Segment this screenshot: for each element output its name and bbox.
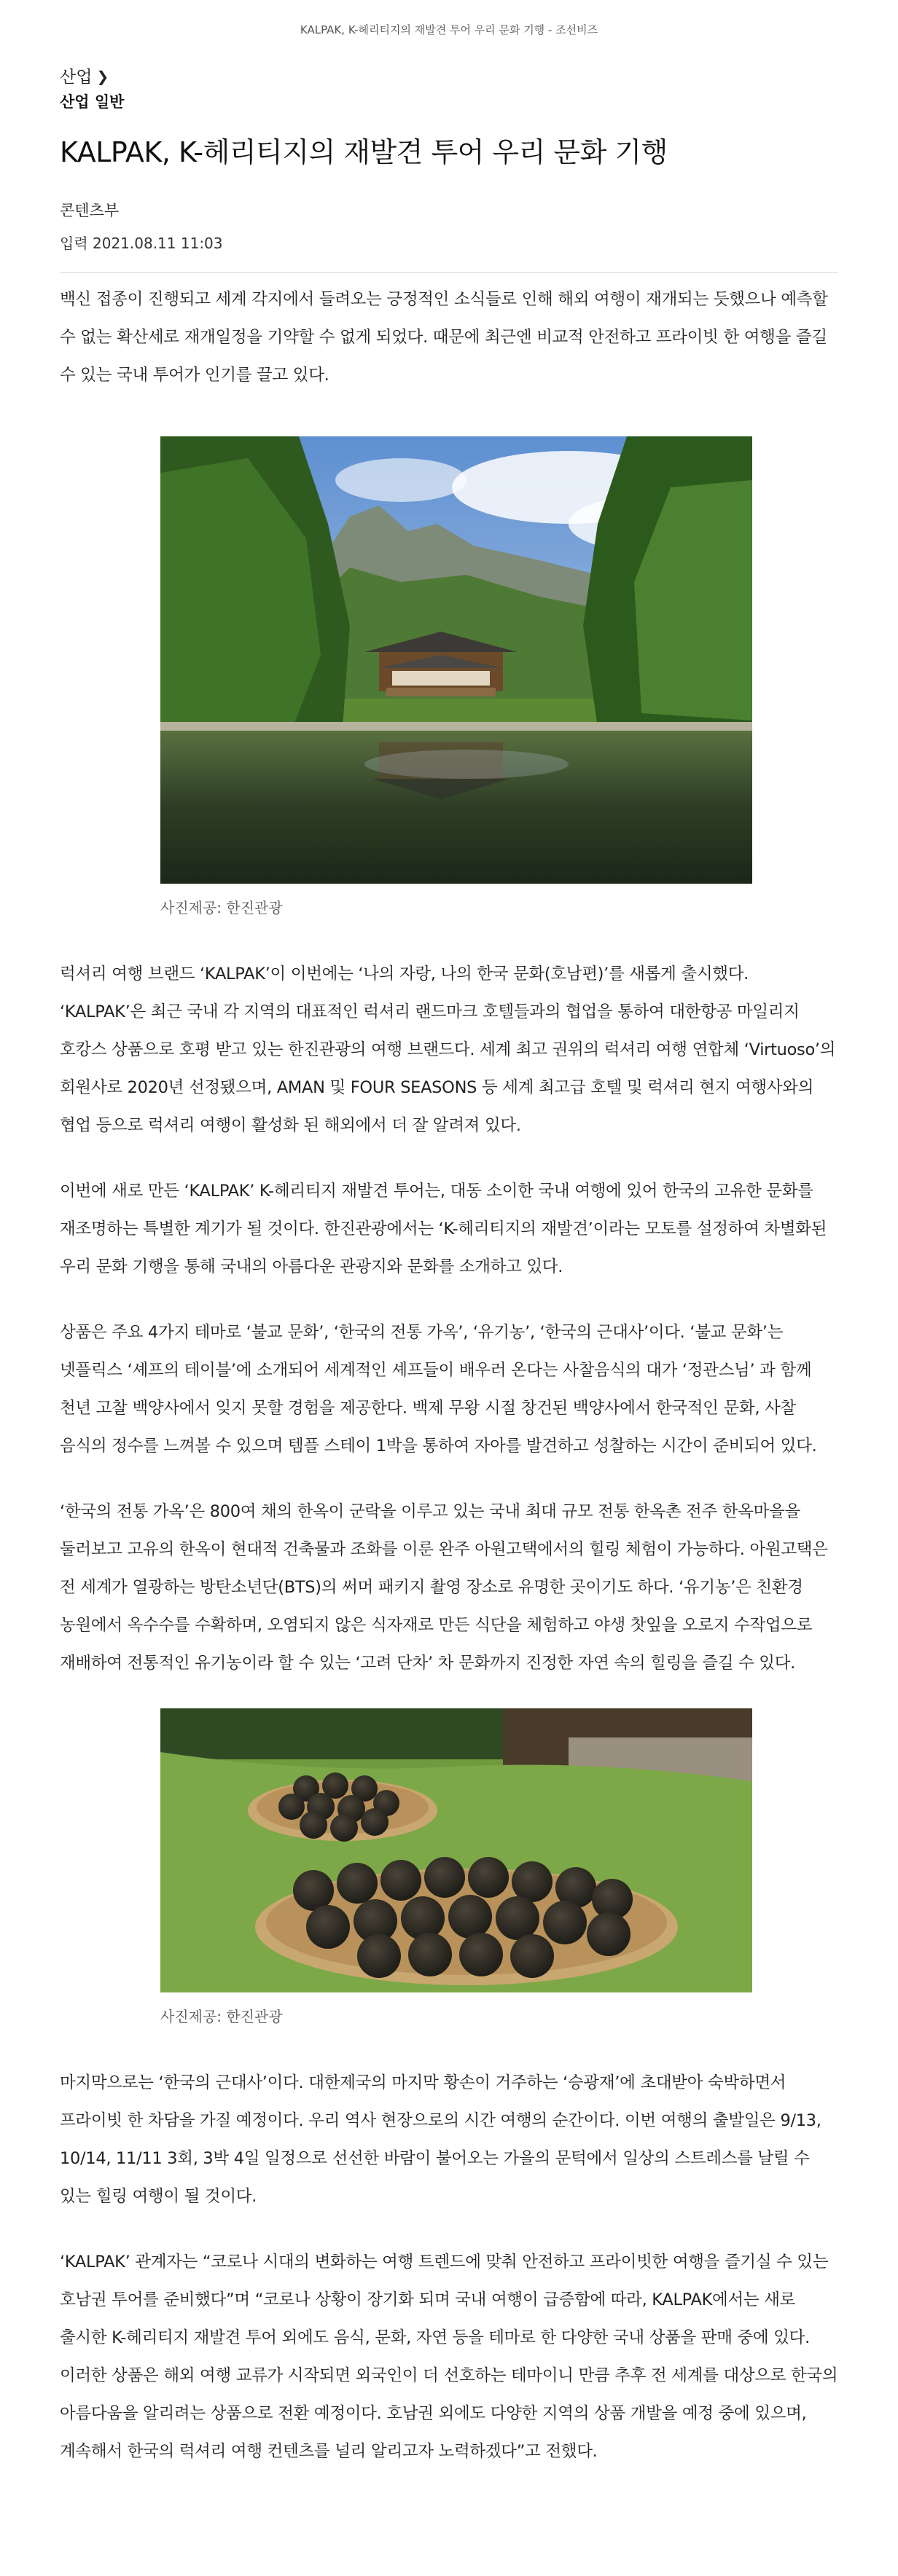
- breadcrumb[interactable]: [60, 66, 838, 89]
- paragraph: 마지막으로는 ‘한국의 근대사’이다. 대한제국의 마지막 황손이 거주하는 ‘승광재’에 초대받아 숙박하면서 프라이빗 한 차담을 가질 예정이다. 우리 역사 현장으로의 시간 여행의 순간이다. 이번 여행의 출발일은 9/13, 10/14, 11/11 3회, 3박 4일 일정으로 선선한 바람이 불어오는 가을의 문턱에서 일상의 스트레스를 날릴 수 있는 힐링 여행이 될 것이다.: [60, 2073, 821, 2206]
- subcategory[interactable]: 산업 일반: [60, 93, 125, 111]
- paragraph: 럭셔리 여행 브랜드 ‘KALPAK’이 이번에는 ‘나의 자랑, 나의 한국 문화(호남편)’를 새롭게 출시했다. ‘KALPAK’은 최근 국내 각 지역의 대표적인 럭셔리 랜드마크 호텔들과의 협업을 통하여 대한항공 마일리지 호캉스 상품으로 호평 받고 있는 한진관광의 여행 브랜드다. 세계 최고 권위의 럭셔리 여행 연합체 ‘Virtuoso’의 회원사로 2020년 선정됐으며, AMAN 및 FOUR SEASONS 등 세계 최고급 호텔 및 럭셔리 현지 여행사와의 협업 등으로 럭셔리 여행이 활성화 된 해외에서 더 잘 알려져 있다.: [60, 965, 836, 1135]
- category-link[interactable]: 산업: [60, 68, 93, 87]
- tea-drying-photo: [160, 1708, 752, 1992]
- temple-pond-photo: [160, 436, 752, 884]
- figure-tea: [60, 1708, 838, 2027]
- article: [60, 66, 838, 2470]
- paragraph: ‘한국의 전통 가옥’은 800여 채의 한옥이 군락을 이루고 있는 국내 최대 규모 전통 한옥촌 전주 한옥마을을 둘러보고 고유의 한옥이 현대적 건축물과 조화를 이룬 완주 아원고택에서의 힐링 체험이 가능하다. 아원고택은 전 세계가 열광하는 방탄소년단(BTS)의 써머 패키지 촬영 장소로 유명한 곳이기도 하다. ‘유기농’은 친환경 농원에서 옥수수를 수확하며, 오염되지 않은 식자재로 만든 식단을 체험하고 야생 찻잎을 오로지 수작업으로 재배하여 전통적인 유기농이라 할 수 있는 ‘고려 단차’ 차 문화까지 진정한 자연 속의 힐링을 즐길 수 있다.: [60, 1502, 828, 1673]
- paragraph: 상품은 주요 4가지 테마로 ‘불교 문화’, ‘한국의 전통 가옥’, ‘유기농’, ‘한국의 근대사’이다. ‘불교 문화’는 넷플릭스 ‘셰프의 테이블’에 소개되어 세계적인 셰프들이 배우러 온다는 사찰음식의 대가 ‘정관스님’ 과 함께 천년 고찰 백양사에서 잊지 못할 경험을 제공한다. 백제 무왕 시절 창건된 백양사에서 한국적인 문화, 사찰 음식의 정수를 느껴볼 수 있으며 템플 스테이 1박을 통하여 자아를 발견하고 성찰하는 시간이 준비되어 있다.: [60, 1323, 817, 1456]
- article-title: KALPAK, K-헤리티지의 재발견 투어 우리 문화 기행: [60, 136, 668, 168]
- paragraph: 백신 접종이 진행되고 세계 각지에서 들려오는 긍정적인 소식들로 인해 해외 여행이 재개되는 듯했으나 예측할 수 없는 확산세로 재개일정을 기약할 수 없게 되었다. 때문에 최근엔 비교적 안전하고 프라이빗 한 여행을 즐길 수 있는 국내 투어가 인기를 끌고 있다.: [60, 290, 828, 385]
- figure-caption: 사진제공: 한진관광: [160, 2008, 283, 2025]
- paragraph: ‘KALPAK’ 관계자는 “코로나 시대의 변화하는 여행 트렌드에 맞춰 안전하고 프라이빗한 여행을 즐기실 수 있는 호남권 투어를 준비했다”며 “코로나 상황이 장기화 되며 국내 여행이 급증함에 따라, KALPAK에서는 새로 출시한 K-헤리티지 재발견 투어 외에도 음식, 문화, 자연 등을 테마로 한 다양한 국내 상품을 판매 중에 있다. 이러한 상품은 해외 여행 교류가 시작되면 외국인이 더 선호하는 테마이니 만큼 추후 전 세계를 대상으로 한국의 아름다움을 알리려는 상품으로 전환 예정이다. 호남권 외에도 다양한 지역의 상품 개발을 예정 중에 있으며, 계속해서 한국의 럭셔리 여행 컨텐츠를 널리 알리고자 노력하겠다”고 전했다.: [60, 2253, 838, 2461]
- publish-date: 입력 2021.08.11 11:03: [60, 235, 223, 252]
- paragraph: 이번에 새로 만든 ‘KALPAK’ K-헤리티지 재발견 투어는, 대동 소이한 국내 여행에 있어 한국의 고유한 문화를 재조명하는 특별한 계기가 될 것이다. 한진관광에서는 ‘K-헤리티지의 재발견’이라는 모토를 설정하여 차별화된 우리 문화 기행을 통해 국내의 아름다운 관광지와 문화를 소개하고 있다.: [60, 1182, 827, 1276]
- figure-caption: 사진제공: 한진관광: [160, 899, 283, 916]
- figure-temple: [60, 436, 838, 919]
- author[interactable]: 콘텐츠부: [60, 202, 120, 219]
- divider: [60, 272, 838, 273]
- page-header: KALPAK, K-헤리티지의 재발견 투어 우리 문화 기행 - 조선비즈: [300, 23, 598, 36]
- chevron-right-icon: ❯: [96, 68, 109, 85]
